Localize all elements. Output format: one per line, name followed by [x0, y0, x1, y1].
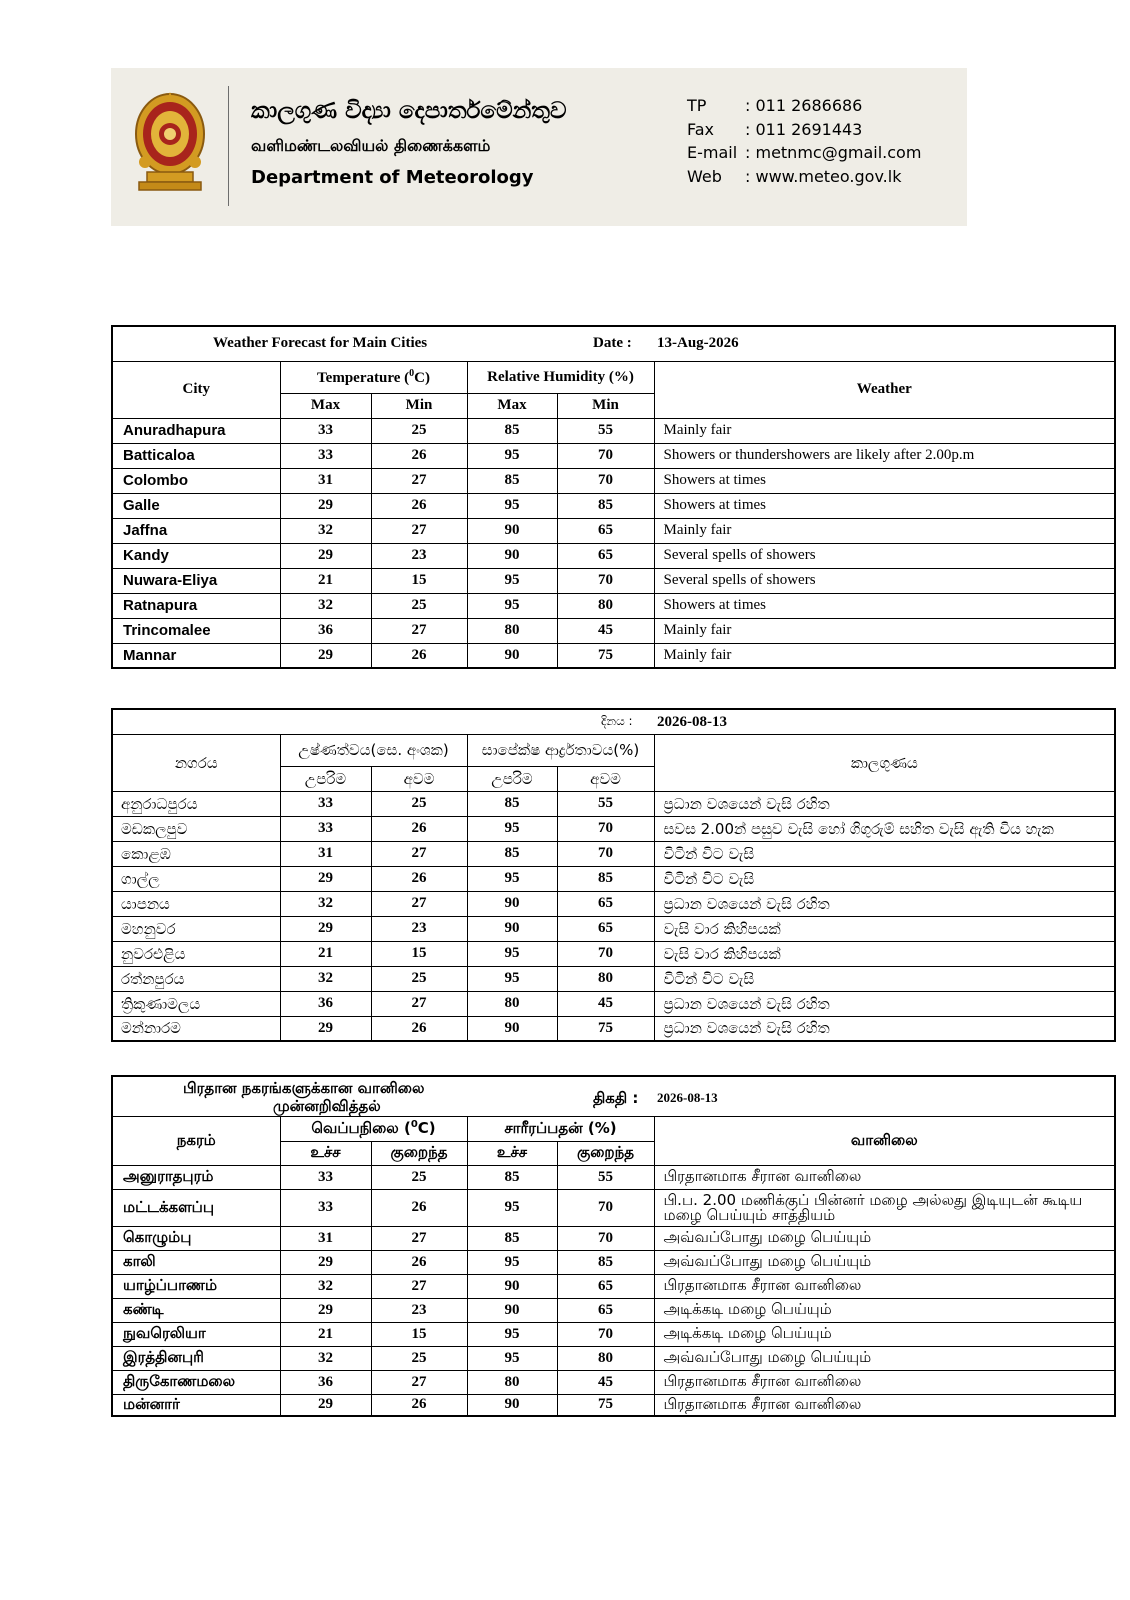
weather-cell: Mainly fair — [654, 643, 1115, 668]
weather-cell: அடிக்கடி மழை பெய்யும் — [654, 1298, 1115, 1322]
table-row — [112, 891, 1115, 916]
rh-min-cell: 65 — [557, 518, 654, 543]
table-row — [112, 593, 1115, 618]
city-cell: කොළඹ — [112, 841, 280, 866]
weather-cell: Mainly fair — [654, 518, 1115, 543]
table-row — [112, 568, 1115, 593]
temp-min-cell: 27 — [371, 518, 467, 543]
temp-min-cell: 25 — [371, 791, 467, 816]
rh-min-cell: 80 — [557, 966, 654, 991]
department-name-english: Department of Meteorology — [251, 167, 534, 188]
city-cell: Galle — [112, 493, 280, 518]
weather-cell: Several spells of showers — [654, 568, 1115, 593]
rh-min-cell: 55 — [557, 1165, 654, 1189]
temp-max-cell: 21 — [280, 568, 371, 593]
temp-min-cell: 27 — [371, 841, 467, 866]
title-row — [112, 709, 1115, 734]
sinhala-rows — [112, 791, 1115, 1041]
temp-min-cell: 25 — [371, 593, 467, 618]
weather-cell: Showers at times — [654, 468, 1115, 493]
weather-cell: அவ்வப்போது மழை பெய்யும் — [654, 1250, 1115, 1274]
temp-max-cell: 36 — [280, 991, 371, 1016]
temp-max-cell: 29 — [280, 1250, 371, 1274]
rh-max-cell: 85 — [467, 841, 557, 866]
city-cell: ගාල්ල — [112, 866, 280, 891]
weather-cell: විටින් විට වැසි — [654, 841, 1115, 866]
temp-min-cell: 15 — [371, 1322, 467, 1346]
weather-cell: அடிக்கடி மழை பெய்யும் — [654, 1322, 1115, 1346]
rh-min-cell: 75 — [557, 1394, 654, 1416]
temp-max-cell: 29 — [280, 493, 371, 518]
temp-min-cell: 23 — [371, 1298, 467, 1322]
temp-max-cell: 33 — [280, 443, 371, 468]
temp-min-cell: 26 — [371, 493, 467, 518]
rh-max-cell: 95 — [467, 443, 557, 468]
temp-min-cell: 27 — [371, 1226, 467, 1250]
rh-max-cell: 95 — [467, 941, 557, 966]
weather-cell: විටින් විට වැසි — [654, 966, 1115, 991]
table-row — [112, 791, 1115, 816]
weather-cell: Several spells of showers — [654, 543, 1115, 568]
rh-min-cell: 70 — [557, 1322, 654, 1346]
table-row — [112, 643, 1115, 668]
table-row — [112, 916, 1115, 941]
col-temp-max: උපරිම — [280, 766, 371, 791]
temp-max-cell: 32 — [280, 891, 371, 916]
rh-max-cell: 95 — [467, 1346, 557, 1370]
temp-max-cell: 29 — [280, 1394, 371, 1416]
temp-min-cell: 25 — [371, 418, 467, 443]
rh-max-cell: 95 — [467, 866, 557, 891]
temp-max-cell: 31 — [280, 1226, 371, 1250]
english-rows — [112, 418, 1115, 668]
temp-min-cell: 26 — [371, 443, 467, 468]
city-cell: திருகோணமலை — [112, 1370, 280, 1394]
city-cell: அனுராதபுரம் — [112, 1165, 280, 1189]
rh-max-cell: 85 — [467, 418, 557, 443]
tamil-rows — [112, 1165, 1115, 1416]
col-city: City — [112, 361, 280, 418]
rh-max-cell: 85 — [467, 468, 557, 493]
contact-block — [687, 94, 921, 188]
city-cell: இரத்தினபுரி — [112, 1346, 280, 1370]
col-temp-min: Min — [371, 393, 467, 418]
rh-min-cell: 70 — [557, 1189, 654, 1226]
rh-max-cell: 85 — [467, 791, 557, 816]
city-cell: රත්නපුරය — [112, 966, 280, 991]
temp-min-cell: 26 — [371, 1250, 467, 1274]
title-cell — [112, 1076, 1115, 1116]
weather-cell: ප්‍රධාන වශයෙන් වැසි රහිත — [654, 1016, 1115, 1041]
city-cell: Batticaloa — [112, 443, 280, 468]
table-row — [112, 418, 1115, 443]
city-cell: Mannar — [112, 643, 280, 668]
col-rh-min: குறைந்த — [557, 1141, 654, 1165]
temp-min-cell: 26 — [371, 643, 467, 668]
rh-min-cell: 80 — [557, 1346, 654, 1370]
table-row — [112, 1016, 1115, 1041]
weather-cell: Showers at times — [654, 593, 1115, 618]
temp-max-cell: 31 — [280, 468, 371, 493]
temp-min-cell: 23 — [371, 916, 467, 941]
rh-max-cell: 90 — [467, 1298, 557, 1322]
table-row — [112, 1394, 1115, 1416]
temp-max-cell: 29 — [280, 543, 371, 568]
header-row — [112, 361, 1115, 393]
table-title-line2: முன்னறிவித்தல் — [273, 1097, 381, 1115]
city-cell: Trincomalee — [112, 618, 280, 643]
city-cell: யாழ்ப்பாணம் — [112, 1274, 280, 1298]
temp-max-cell: 32 — [280, 593, 371, 618]
col-temperature-text: Temperature ( — [317, 369, 410, 386]
rh-min-cell: 80 — [557, 593, 654, 618]
city-cell: காலி — [112, 1250, 280, 1274]
col-temperature-unit: C) — [417, 1118, 436, 1137]
weather-cell: විටින් විට වැසි — [654, 866, 1115, 891]
rh-min-cell: 85 — [557, 866, 654, 891]
temp-min-cell: 27 — [371, 1370, 467, 1394]
rh-min-cell: 85 — [557, 1250, 654, 1274]
col-city: නගරය — [112, 734, 280, 791]
col-temperature: උෂ්ණත්වය(සෙ. අංශක) — [280, 734, 467, 766]
temp-min-cell: 15 — [371, 941, 467, 966]
rh-max-cell: 80 — [467, 991, 557, 1016]
temp-max-cell: 33 — [280, 816, 371, 841]
title-cell — [112, 709, 1115, 734]
temp-min-cell: 27 — [371, 1274, 467, 1298]
rh-max-cell: 95 — [467, 568, 557, 593]
table-row — [112, 618, 1115, 643]
sri-lanka-emblem-icon — [133, 90, 207, 194]
city-cell: මහනුවර — [112, 916, 280, 941]
title-row — [112, 1076, 1115, 1116]
table-row — [112, 1250, 1115, 1274]
weather-cell: ප්‍රධාන වශයෙන් වැසි රහිත — [654, 991, 1115, 1016]
table-row — [112, 1274, 1115, 1298]
table-row — [112, 518, 1115, 543]
rh-max-cell: 90 — [467, 643, 557, 668]
rh-min-cell: 70 — [557, 941, 654, 966]
rh-min-cell: 70 — [557, 568, 654, 593]
contact-label: TP — [687, 96, 707, 115]
col-temp-max: உச்ச — [280, 1141, 371, 1165]
temp-min-cell: 23 — [371, 543, 467, 568]
contact-fax — [687, 118, 921, 142]
table-row — [112, 866, 1115, 891]
city-cell: ත්‍රිකුණාමලය — [112, 991, 280, 1016]
rh-min-cell: 65 — [557, 891, 654, 916]
city-cell: අනුරාධපුරය — [112, 791, 280, 816]
col-rh-max: උපරිම — [467, 766, 557, 791]
rh-max-cell: 80 — [467, 1370, 557, 1394]
temp-min-cell: 25 — [371, 1346, 467, 1370]
weather-cell: பிரதானமாக சீரான வானிலை — [654, 1370, 1115, 1394]
city-cell: மன்னார் — [112, 1394, 280, 1416]
rh-min-cell: 55 — [557, 791, 654, 816]
department-name-sinhala: කාලගුණ විද්‍යා දෙපාර්තමේන්තුව — [251, 98, 567, 124]
col-humidity: சாரீரப்பதன் (%) — [467, 1116, 654, 1141]
temp-max-cell: 31 — [280, 841, 371, 866]
weather-cell: அவ்வப்போது மழை பெய்யும் — [654, 1346, 1115, 1370]
table-row — [112, 1370, 1115, 1394]
rh-min-cell: 65 — [557, 1298, 654, 1322]
rh-min-cell: 70 — [557, 1226, 654, 1250]
col-weather: Weather — [654, 361, 1115, 418]
temp-max-cell: 33 — [280, 1165, 371, 1189]
col-temp-min: குறைந்த — [371, 1141, 467, 1165]
weather-cell: Mainly fair — [654, 418, 1115, 443]
contact-value[interactable]: : metnmc@gmail.com — [745, 143, 922, 162]
rh-min-cell: 85 — [557, 493, 654, 518]
table-row — [112, 1298, 1115, 1322]
contact-email — [687, 141, 921, 165]
weather-cell: ප්‍රධාන වශයෙන් වැසි රහිත — [654, 891, 1115, 916]
weather-cell: பிரதானமாக சீரான வானிலை — [654, 1394, 1115, 1416]
rh-max-cell: 95 — [467, 1322, 557, 1346]
temp-max-cell: 29 — [280, 1016, 371, 1041]
temp-max-cell: 33 — [280, 1189, 371, 1226]
rh-min-cell: 70 — [557, 443, 654, 468]
table-row — [112, 443, 1115, 468]
temp-max-cell: 21 — [280, 1322, 371, 1346]
table-row — [112, 1346, 1115, 1370]
rh-min-cell: 75 — [557, 643, 654, 668]
rh-max-cell: 95 — [467, 966, 557, 991]
temp-max-cell: 32 — [280, 1346, 371, 1370]
temp-min-cell: 25 — [371, 1165, 467, 1189]
weather-cell: Showers at times — [654, 493, 1115, 518]
rh-max-cell: 90 — [467, 916, 557, 941]
city-cell: கண்டி — [112, 1298, 280, 1322]
temp-max-cell: 29 — [280, 916, 371, 941]
col-temperature-unit: C) — [414, 369, 430, 386]
table-row — [112, 1226, 1115, 1250]
temp-min-cell: 26 — [371, 866, 467, 891]
temp-min-cell: 27 — [371, 891, 467, 916]
rh-max-cell: 90 — [467, 1394, 557, 1416]
temp-min-cell: 26 — [371, 1016, 467, 1041]
contact-value: : 011 2691443 — [745, 119, 863, 139]
city-cell: මඩකලපුව — [112, 816, 280, 841]
weather-cell: பிரதானமாக சீரான வானிலை — [654, 1165, 1115, 1189]
temp-min-cell: 27 — [371, 991, 467, 1016]
department-name-tamil: வளிமண்டலவியல் திணைக்களம் — [251, 136, 491, 155]
city-cell: Jaffna — [112, 518, 280, 543]
contact-value: : 011 2686686 — [745, 96, 863, 115]
table-title: Weather Forecast for Main Cities — [213, 335, 428, 351]
city-cell: Anuradhapura — [112, 418, 280, 443]
col-rh-min: Min — [557, 393, 654, 418]
table-row — [112, 1189, 1115, 1226]
rh-max-cell: 95 — [467, 1189, 557, 1226]
col-rh-max: Max — [467, 393, 557, 418]
col-rh-max: உச்ச — [467, 1141, 557, 1165]
col-temperature-text: வெப்பநிலை ( — [311, 1118, 411, 1137]
col-temperature — [280, 361, 467, 393]
temp-max-cell: 32 — [280, 1274, 371, 1298]
temp-min-cell: 27 — [371, 468, 467, 493]
contact-label: Fax — [687, 119, 715, 139]
col-temperature — [280, 1116, 467, 1141]
rh-max-cell: 95 — [467, 593, 557, 618]
rh-max-cell: 90 — [467, 518, 557, 543]
city-cell: මන්නාරම — [112, 1016, 280, 1041]
rh-min-cell: 45 — [557, 1370, 654, 1394]
forecast-table-english — [111, 325, 1116, 669]
temp-max-cell: 29 — [280, 866, 371, 891]
rh-min-cell: 65 — [557, 1274, 654, 1298]
table-row — [112, 941, 1115, 966]
degree-sup: 0 — [410, 1118, 418, 1130]
city-cell: Ratnapura — [112, 593, 280, 618]
weather-cell: பி.ப. 2.00 மணிக்குப் பின்னர் மழை அல்லது இடியுடன் கூடிய மழை பெய்யும் சாத்தியம் — [654, 1189, 1115, 1226]
city-cell: නුවරඑළිය — [112, 941, 280, 966]
rh-min-cell: 45 — [557, 991, 654, 1016]
col-humidity: Relative Humidity (%) — [467, 361, 654, 393]
rh-max-cell: 85 — [467, 1226, 557, 1250]
contact-value[interactable]: : www.meteo.gov.lk — [745, 166, 902, 186]
rh-max-cell: 85 — [467, 1165, 557, 1189]
rh-min-cell: 70 — [557, 816, 654, 841]
city-cell: Kandy — [112, 543, 280, 568]
rh-max-cell: 95 — [467, 816, 557, 841]
temp-max-cell: 21 — [280, 941, 371, 966]
col-city: நகரம் — [112, 1116, 280, 1165]
weather-cell: பிரதானமாக சீரான வானிலை — [654, 1274, 1115, 1298]
contact-tp — [687, 94, 921, 118]
temp-min-cell: 26 — [371, 1189, 467, 1226]
temp-max-cell: 29 — [280, 1298, 371, 1322]
rh-min-cell: 70 — [557, 468, 654, 493]
weather-cell: ප්‍රධාන වශයෙන් වැසි රහිත — [654, 791, 1115, 816]
temp-min-cell: 26 — [371, 1394, 467, 1416]
rh-min-cell: 55 — [557, 418, 654, 443]
temp-min-cell: 15 — [371, 568, 467, 593]
rh-max-cell: 95 — [467, 493, 557, 518]
rh-min-cell: 45 — [557, 618, 654, 643]
rh-min-cell: 75 — [557, 1016, 654, 1041]
date-label: திகதி : — [593, 1089, 639, 1107]
temp-max-cell: 33 — [280, 791, 371, 816]
col-rh-min: අවම — [557, 766, 654, 791]
table-row — [112, 991, 1115, 1016]
table-row — [112, 1322, 1115, 1346]
rh-max-cell: 95 — [467, 1250, 557, 1274]
rh-max-cell: 90 — [467, 1274, 557, 1298]
table-row — [112, 966, 1115, 991]
title-cell — [112, 326, 1115, 361]
weather-cell: වැසි වාර කිහිපයක් — [654, 941, 1115, 966]
weather-cell: Mainly fair — [654, 618, 1115, 643]
rh-min-cell: 70 — [557, 841, 654, 866]
forecast-table-tamil — [111, 1075, 1116, 1417]
rh-min-cell: 65 — [557, 916, 654, 941]
date-value: 13-Aug-2026 — [657, 335, 739, 351]
letterhead — [111, 68, 967, 226]
table-row — [112, 493, 1115, 518]
forecast-table-sinhala — [111, 708, 1116, 1042]
city-cell: යාපනය — [112, 891, 280, 916]
rh-min-cell: 65 — [557, 543, 654, 568]
temp-max-cell: 32 — [280, 518, 371, 543]
temp-max-cell: 36 — [280, 1370, 371, 1394]
date-label: Date : — [593, 335, 632, 351]
temp-max-cell: 29 — [280, 643, 371, 668]
city-cell: கொழும்பு — [112, 1226, 280, 1250]
contact-label: Web — [687, 166, 722, 186]
temp-max-cell: 36 — [280, 618, 371, 643]
table-row — [112, 841, 1115, 866]
header-row — [112, 734, 1115, 766]
title-row — [112, 326, 1115, 361]
weather-cell: Showers or thundershowers are likely after 2.00p.m — [654, 443, 1115, 468]
temp-min-cell: 27 — [371, 618, 467, 643]
rh-max-cell: 90 — [467, 543, 557, 568]
date-label: දිනය : — [601, 714, 633, 728]
header-row — [112, 1116, 1115, 1141]
date-value: 2026-08-13 — [657, 714, 727, 730]
temp-max-cell: 33 — [280, 418, 371, 443]
city-cell: Colombo — [112, 468, 280, 493]
table-row — [112, 816, 1115, 841]
table-row — [112, 1165, 1115, 1189]
degree-sup: 0 — [409, 367, 415, 379]
header-divider — [228, 86, 229, 206]
weather-cell: සවස 2.00න් පසුව වැසි හෝ ගිගුරුම් සහිත වැසි ඇති විය හැක — [654, 816, 1115, 841]
weather-cell: වැසි වාර කිහිපයක් — [654, 916, 1115, 941]
table-row — [112, 543, 1115, 568]
temp-max-cell: 32 — [280, 966, 371, 991]
weather-cell: அவ்வப்போது மழை பெய்யும் — [654, 1226, 1115, 1250]
col-temp-min: අවම — [371, 766, 467, 791]
city-cell: Nuwara-Eliya — [112, 568, 280, 593]
city-cell: மட்டக்களப்பு — [112, 1189, 280, 1226]
contact-web — [687, 165, 921, 189]
table-title-line1: பிரதான நகரங்களுக்கான வானிலை — [183, 1079, 425, 1097]
city-cell: நுவரெலியா — [112, 1322, 280, 1346]
contact-label: E-mail — [687, 143, 738, 162]
rh-max-cell: 90 — [467, 891, 557, 916]
rh-max-cell: 90 — [467, 1016, 557, 1041]
date-value: 2026-08-13 — [657, 1090, 718, 1105]
rh-max-cell: 80 — [467, 618, 557, 643]
col-humidity: සාපේක්ෂ ආර්ද්‍රතාවය(%) — [467, 734, 654, 766]
temp-min-cell: 25 — [371, 966, 467, 991]
col-weather: කාලගුණය — [654, 734, 1115, 791]
col-temp-max: Max — [280, 393, 371, 418]
col-weather: வானிலை — [654, 1116, 1115, 1165]
table-row — [112, 468, 1115, 493]
temp-min-cell: 26 — [371, 816, 467, 841]
